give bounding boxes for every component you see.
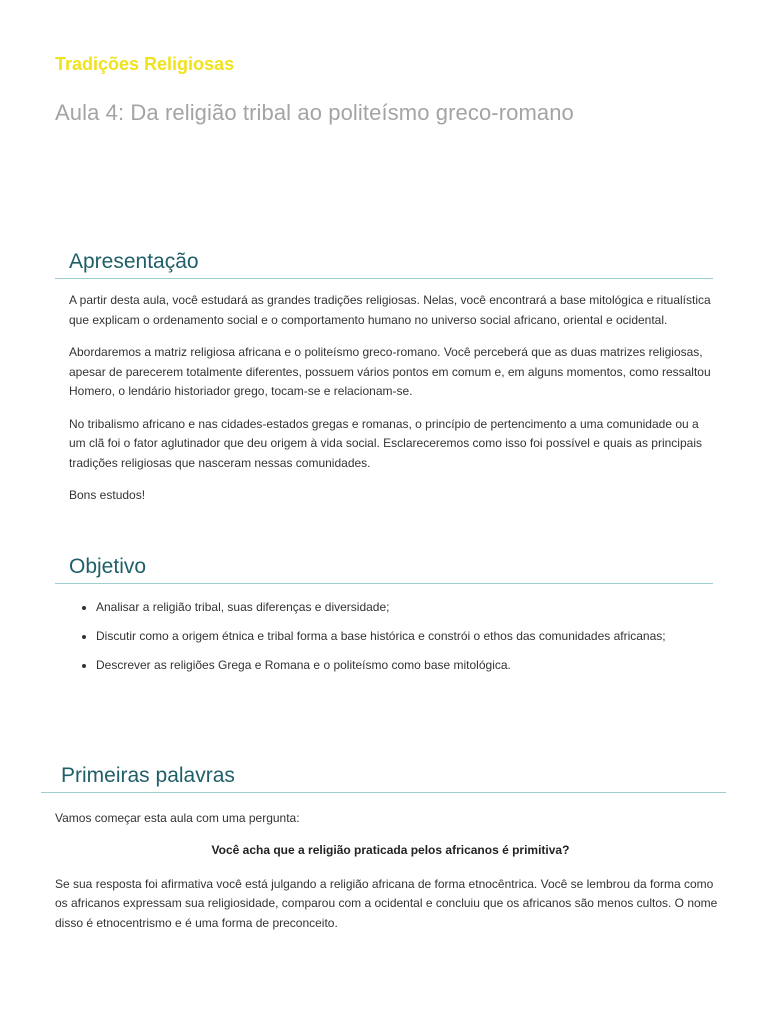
apresentacao-paragraph: A partir desta aula, você estudará as grandes tradições religiosas. Nelas, você encontrará a base mitológica e ritualística que explicam o ordenamento social e o comportamento humano no universo social africano, oriental e ocidental. <box>69 293 711 327</box>
apresentacao-heading: Apresentação <box>55 250 713 279</box>
lesson-title: Aula 4: Da religião tribal ao politeísmo greco-romano <box>55 100 574 125</box>
primeiras-palavras-section <box>41 764 726 933</box>
list-item: • Descrever as religiões Grega e Romana e o politeísmo como base mitológica. <box>96 656 713 674</box>
apresentacao-paragraph: Bons estudos! <box>69 488 146 502</box>
apresentacao-paragraph: No tribalismo africano e nas cidades-estados gregas e romanas, o princípio de pertencimento a uma comunidade ou a um clã foi o fator aglutinador que deu origem à vida social. Esclareceremos como isso foi possível e quais as principais tradições religiosas que nasceram nessas comunidades. <box>69 416 702 470</box>
objetivo-list <box>55 598 713 674</box>
apresentacao-paragraph: Abordaremos a matriz religiosa africana e o politeísmo greco-romano. Você perceberá que as duas matrizes religiosas, apesar de parecerem totalmente diferentes, possuem vários pontos em comum e, em alguns momentos, como ressaltou Homero, o lendário historiador grego, tocam-se e relacionam-se. <box>69 345 711 398</box>
list-item: • Discutir como a origem étnica e tribal forma a base histórica e constrói o ethos das comunidades africanas; <box>96 627 713 645</box>
primeiras-palavras-heading: Primeiras palavras <box>41 764 726 793</box>
apresentacao-body <box>55 279 713 506</box>
objetivo-heading: Objetivo <box>55 555 713 584</box>
objetivo-section <box>55 555 713 685</box>
course-title: Tradições Religiosas <box>55 54 235 74</box>
primeiras-palavras-body <box>41 793 726 933</box>
primeiras-palavras-question: Você acha que a religião praticada pelos africanos é primitiva? <box>211 842 570 857</box>
primeiras-palavras-intro: Vamos começar esta aula com uma pergunta: <box>55 811 300 825</box>
primeiras-palavras-paragraph: Se sua resposta foi afirmativa você está julgando a religião africana de forma etnocêntrica. Você se lembrou da forma como os africanos expressam sua religiosidade, comparou com a ocidental e concluiu que os africanos são menos cultos. O nome disso é etnocentrismo e é uma forma de preconceito. <box>55 876 718 930</box>
list-item: • Analisar a religião tribal, suas diferenças e diversidade; <box>96 598 713 616</box>
apresentacao-section <box>55 250 713 519</box>
